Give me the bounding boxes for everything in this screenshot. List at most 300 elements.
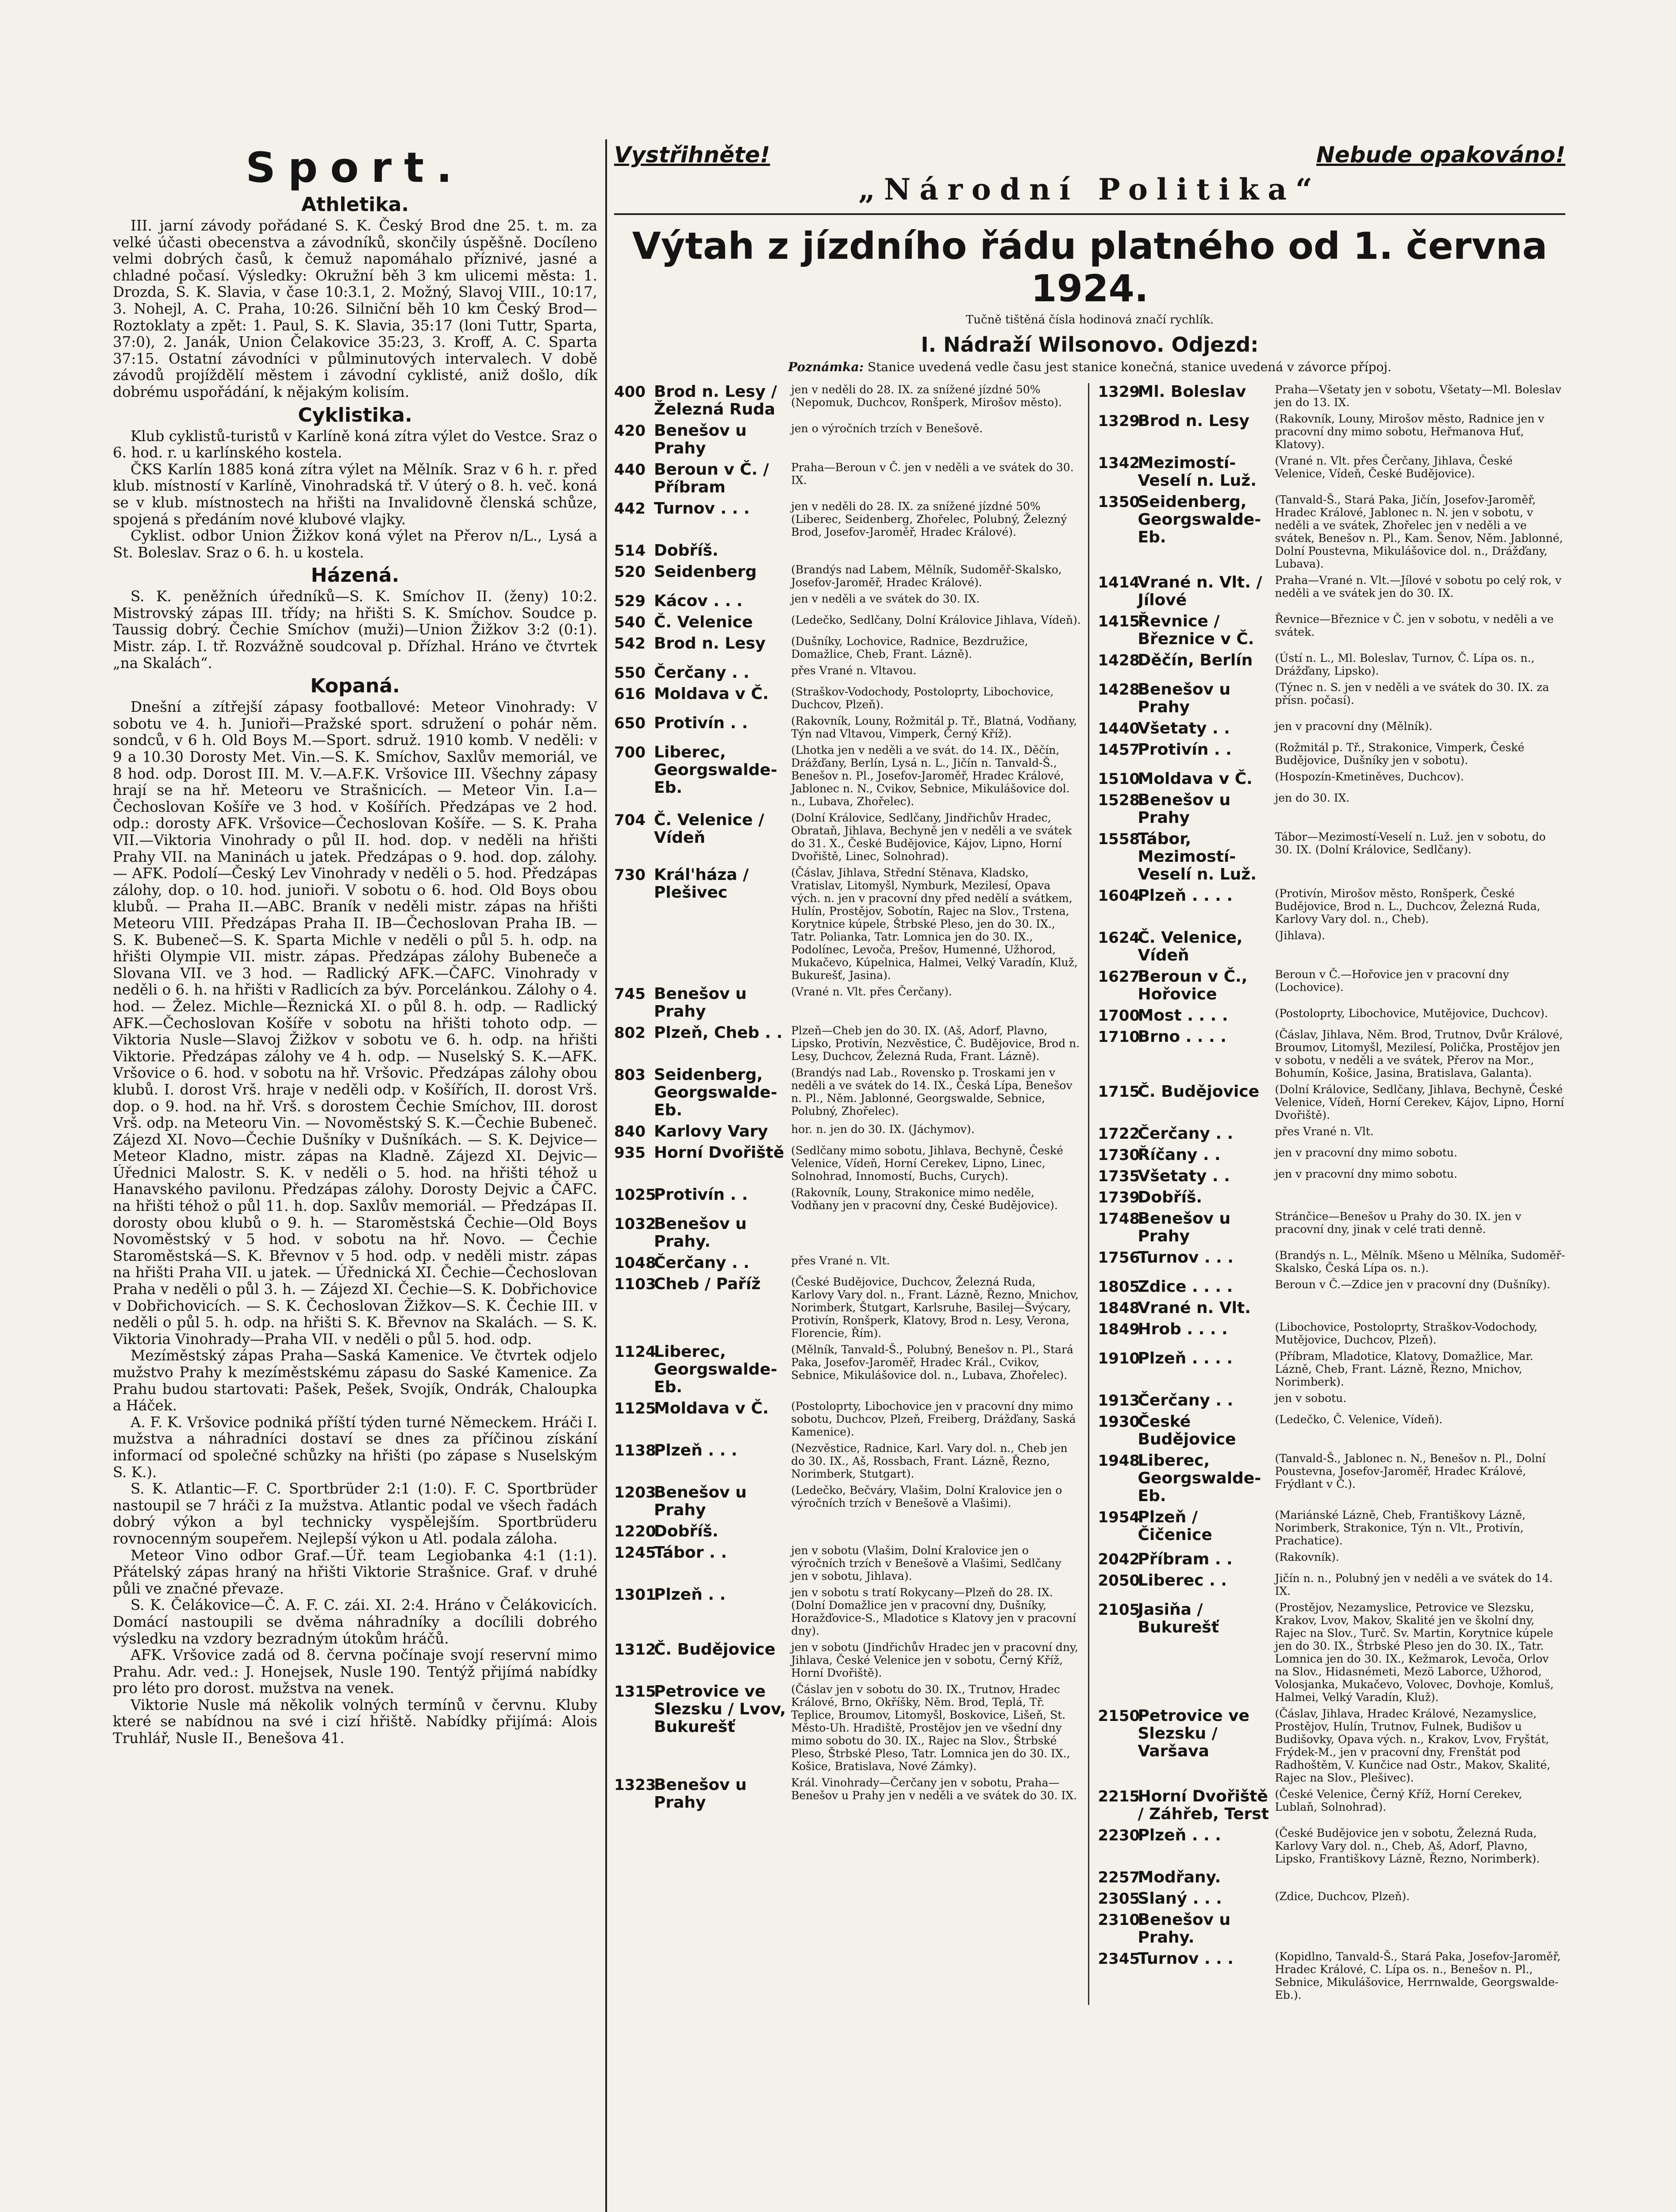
- route-note: (Čáslav, Jihlava, Střední Stěnava, Kladsko, Vratislav, Litomyšl, Nymburk, Mezilesí, Opava vých. n. jen v pracovní dny před nedělí a svátkem, Hulín, Prostějov, Sobotín, Rajec na Slov., Trstena, Korytnice kúpele, Štrbské Pleso, jen do 30. IX., Tatr. Polianka, Tatr. Lomnica jen do 30. IX., Podolínec, Levoča, Prešov, Humenné, Užhorod, Mukačevo, Kúpelnica, Halmei, Velký Varadín, Kluž, Bukurešť, Jasina).: [791, 866, 1078, 982]
- destination: Dobříš.: [1138, 1188, 1203, 1206]
- route-note: (Mělník, Tanvald-Š., Polubný, Benešov n. Pl., Stará Paka, Josefov-Jaroměř, Hradec Král., Cvikov, Sebnice, Mikulášovice dol. n., Lubava, Zhořelec).: [791, 1343, 1073, 1382]
- route-note: (Kopidlno, Tanvald-Š., Stará Paka, Josefov-Jaroměř, Hradec Králové, C. Lípa os. n., Benešov n. Pl., Sebnice, Mikulášovice, Herrnwalde, Georgswalde-Eb.).: [1275, 1950, 1561, 2001]
- article-paragraph: Dnešní a zítřejší zápasy footballové: Meteor Vinohrady: V sobotu ve 4. h. Junioři—Pražské sport. sdružení o pohár něm. sondců, v 6 h. Old Boys M.—Sport. sdruž. 1910 komb. V neděli: v 9 a 10.30 Dorosty Met. Vin.—S. K. Smíchov, Saxlův memoriál, ve 8 hod. odp. Dorost III. M. V.—A.F.K. Vršovice III. Všechny zápasy hrají se na hř. Meteoru ve Strašnicích. — Meteor Vin. I.a—Čechoslovan Košíře ve 3 hod. v Košířích. Předzápas ve 2 hod. odp.: dorosty AFK. Vršovice—Čechoslovan Košíře. — S. K. Praha VII.—Viktoria Vinohrady o půl II. hod. dop. v neděli na hřišti Prahy VII. na Maninách u jatek. Předzápas o 9. hod. dop. zálohy. — AFK. Podolí—Český Lev Vinohrady v neděli o 5. hod. Předzápas zálohy, dop. o 10. hod. junioři. V sobotu o 6. hod. Old Boys obou klubů. — Praha II.—ABC. Braník v neděli mistr. zápas na hřišti Meteoru VIII. Předzápas Praha II. IB—Čechoslovan Praha IB. — S. K. Bubeneč—S. K. Sparta Michle v neděli o půl 5. h. odp. na hřišti Olympie VII. mistr. zápas. Předzápas zálohy Bubeneče a Slovana VII. ve 3 hod. — Radlický AFK.—ČAFC. Vinohrady v neděli o 6. h. na hřišti v Radlicích za býv. Porcelánkou. Zálohy o 4. hod. — Želez. Michle—Řeznická XI. o půl 8. h. odp. — Radlický AFK.—Čechoslovan Košíře v sobotu na hřišti tohoto odp. — Viktoria Nusle—Slavoj Žižkov v sobotu ve 6. h. odp. na hřišti Viktorie. Předzápas zálohy ve 4 h. odp. — Nuselský S. K.—AFK. Vršovice o 6. hod. v sobotu na hř. Vršovic. Předzápas zálohy obou klubů. I. dorost Vrš. hraje v neděli odp. v Košířích, II. dorost Vrš. dop. o 9. hod. na hř. Vrš. s dorostem Čechie Smíchov, III. dorost Vrš. odp. na Meteoru Vin. — Novoměstský S. K.—Čechie Bubeneč. Zájezd XI. Novo—Čechie Dušníky v Dušníkách. — S. K. Dejvice—Meteor Kladno, mistr. zápas na Kladně. Zájezd XI. Dejvic—Úřednici Malostr. S. K. v neděli o 5. hod. na hřišti téhož u Hanavského pavilonu. Předzápas zálohy. Dorosty Dejvic a ČAFC. na hřišti téhož o půl 11. h. dop. Saxlův memoriál. — Předzápas II. dorosty obou klubů o 9. h. — Staroměstská Čechie—Old Boys Novoměstský v 5 hod. v sobotu na hř. Novo. — Čechie Staroměstská—S. K. Břevnov v 5 hod. odp. v neděli mistr. zápas na hřišti Praha VII. u jatek. — Úřednická XI. Čechie—Čechoslovan Praha v neděli o půl 3. h. — Zájezd XI. Čechie—S. K. Dobřichovice v Dobřichovicích. — S. K. Čechoslovan Žižkov—S. K. Čechie III. v neděli o půl 5. h. odp. na hřišti S. K. Břevnov na Skalách. — S. K. Viktoria Vinohrady—Praha VII. v neděli o půl 5. hod. odp.: [113, 699, 597, 1348]
- timetable-entry: [614, 500, 1082, 538]
- departure-time: 400: [614, 383, 646, 401]
- timetable-column-left: [614, 383, 1089, 2005]
- departure-time: 1428: [1098, 681, 1140, 699]
- route-note: jen v pracovní dny mimo sobotu.: [1275, 1146, 1457, 1159]
- route-note: přes Vrané n. Vlt.: [791, 1254, 890, 1267]
- remark-text: Stanice uvedená vedle času jest stanice konečná, stanice uvedená v závorce přípoj.: [867, 360, 1392, 374]
- destination: Plzeň . .: [654, 1586, 726, 1604]
- timetable: [614, 383, 1565, 2005]
- route-note: (Jihlava).: [1275, 929, 1326, 942]
- departure-time: 1528: [1098, 791, 1140, 809]
- destination: Horní Dvořiště / Záhřeb, Terst: [1138, 1787, 1269, 1823]
- timetable-entry: [1098, 1890, 1566, 1908]
- departure-time: 1948: [1098, 1452, 1140, 1470]
- destination: Čerčany . .: [1138, 1391, 1234, 1409]
- timetable-entry: [614, 1523, 1082, 1540]
- timetable-entry: [614, 1215, 1082, 1251]
- destination: Tábor . .: [654, 1544, 727, 1562]
- timetable-entry: [1098, 1827, 1566, 1865]
- timetable-entry: [614, 592, 1082, 610]
- section-heading: Házená.: [311, 564, 400, 587]
- departure-time: 1428: [1098, 652, 1140, 669]
- destination: Čerčany . .: [1138, 1125, 1234, 1143]
- route-note: (Čáslav jen v sobotu do 30. IX., Trutnov, Hradec Králové, Brno, Okříšky, Něm. Brod, Teplá, Tř. Teplice, Broumov, Litomyšl, Boskovice, Lišeň, St. Město-Uh. Hradiště, Prostějov jen ve všední dny mimo sobotu do 30. IX., Rajec na Slov., Štrbské Pleso, Štrbské Pleso, Tatr. Lomnica jen do 30. IX., Košice, Bratislava, Nové Zámky).: [791, 1683, 1070, 1773]
- destination: Kácov . . .: [654, 592, 743, 610]
- departure-time: 2310: [1098, 1911, 1140, 1929]
- station-heading: I. Nádraží Wilsonovo. Odjezd:: [921, 333, 1259, 357]
- route-note: (Ledečko, Bečváry, Vlašim, Dolní Kralovice jen o výročních trzích v Benešově a Vlašimi).: [791, 1484, 1062, 1509]
- route-note: (Protivín, Mirošov město, Ronšperk, České Budějovice, Brod n. L., Duchcov, Železná Ruda, Karlovy Vary dol. n., Cheb).: [1275, 887, 1541, 926]
- article-paragraph: Cyklist. odbor Union Žižkov koná výlet na Přerov n/L., Lysá a St. Boleslav. Sraz o 6. h. u kostela.: [113, 527, 597, 561]
- timetable-entry: [1098, 1321, 1566, 1346]
- timetable-entry: [614, 422, 1082, 457]
- route-note: jen v neděli do 28. IX. za snížené jízdné 50% (Nepomuk, Duchcov, Ronšperk, Mirošov město).: [791, 383, 1062, 409]
- sport-sections: [113, 193, 597, 1747]
- route-note: (Prostějov, Nezamyslice, Petrovice ve Slezsku, Krakov, Lvov, Makov, Skalité jen ve školní dny, Rajec na Slov., Turč. Sv. Martin, Korytnice kúpele jen do 30. IX., Štrbské Pleso jen do 30. IX., Tatr. Lomnica jen do 30. IX., Kežmarok, Levoča, Orlov na Slov., Hidasnémeti, Mezö Laborce, Užhorod, Volosjanka, Mukačevo, Volovec, Dovhoje, Komluš, Halmei, Velký Varadín, Kluž).: [1275, 1601, 1554, 1704]
- timetable-entry: [1098, 770, 1566, 788]
- route-note: Jičín n. n., Polubný jen v neděli a ve svátek do 14. IX.: [1275, 1572, 1553, 1598]
- departure-time: 1457: [1098, 741, 1140, 759]
- timetable-entry: [1098, 1509, 1566, 1547]
- timetable-entry: [614, 383, 1082, 419]
- destination: Liberec, Georgswalde-Eb.: [1138, 1452, 1261, 1505]
- destination: Č. Velenice, Vídeň: [1138, 929, 1243, 964]
- departure-time: 1312: [614, 1641, 656, 1659]
- route-note: (Tanvald-Š., Stará Paka, Jičín, Josefov-Jaroměř, Hradec Králové, Jablonec n. N. jen v sobotu, v neděli a ve svátek, Zhořelec jen v neděli a ve svátek, Benešov n. Pl., Kam. Šenov, Něm. Jablonné, Dolní Poustevna, Mikulášovice dol. n., Drážďany, Lubava).: [1275, 493, 1563, 570]
- timetable-entry: [1098, 1083, 1566, 1121]
- sport-heading: Sport.: [246, 144, 465, 192]
- destination: Seidenberg, Georgswalde-Eb.: [654, 1066, 777, 1119]
- route-note: (Ledečko, Č. Velenice, Vídeň).: [1275, 1413, 1443, 1426]
- timetable-entry: [1098, 1707, 1566, 1784]
- timetable-entry: [1098, 1788, 1566, 1823]
- destination: Č. Velenice / Vídeň: [654, 811, 765, 847]
- destination: Most . . . .: [1138, 1006, 1228, 1025]
- section-heading: Athletika.: [301, 193, 409, 216]
- departure-time: 2230: [1098, 1827, 1140, 1844]
- destination: Vrané n. Vlt. / Jílové: [1138, 573, 1262, 609]
- destination: Petrovice ve Slezsku / Varšava: [1138, 1707, 1249, 1760]
- destination: Čerčany . .: [654, 1254, 750, 1272]
- timetable-entry: [1098, 383, 1566, 409]
- departure-time: 442: [614, 500, 646, 518]
- departure-time: 1415: [1098, 613, 1140, 630]
- route-note: jen do 30. IX.: [1275, 791, 1350, 804]
- departure-time: 2150: [1098, 1707, 1140, 1725]
- departure-time: 1138: [614, 1442, 656, 1459]
- route-note: Praha—Všetaty jen v sobotu, Všetaty—Ml. Boleslav jen do 13. IX.: [1275, 383, 1561, 409]
- article-paragraph: III. jarní závody pořádané S. K. Český Brod dne 25. t. m. za velké účasti obecenstva a závodníků, skončily úspěšně. Docíleno velmi dobrých časů, k čemuž napomáhalo příznivé, jasné a chladné počasí. Výsledky: Okružní běh 3 km ulicemi města: 1. Drozda, S. K. Slavia, v čase 10:3.1, 2. Možný, Slavoj VIII., 10:17, 3. Nohejl, A. C. Praha, 10:26. Silniční běh 10 km Český Brod—Roztoklaty a zpět: 1. Paul, S. K. Slavia, 35:17 (loni Tuttr, Sparta, 37:0), 2. Janák, Union Čelakovice 35:23, 3. Kroff, A. C. Sparta 37:15. Ostatní závodníci v půlminutových intervalech. V době závodů projíždělí městem i závodní cyklisté, aniž došlo, dík dobrému uspořádání, k nějakým kolisím.: [113, 217, 597, 400]
- destination: Č. Budějovice: [1138, 1083, 1260, 1101]
- destination: Tábor, Mezimostí-Veselí n. Luž.: [1138, 830, 1257, 883]
- route-note: Beroun v Č.—Hořovice jen v pracovní dny (Lochovice).: [1275, 968, 1509, 994]
- route-note: Plzeň—Cheb jen do 30. IX. (Aš, Adorf, Plavno, Lipsko, Protivín, Nezvěstice, Č. Budějovice, Brod n. Lesy, Duchcov, Železná Ruda, Frant. Lázně).: [791, 1024, 1080, 1063]
- destination: Turnov . . .: [1138, 1248, 1234, 1267]
- destination: Příbram . .: [1138, 1550, 1233, 1568]
- departure-time: 1329: [1098, 412, 1140, 430]
- departure-time: 1700: [1098, 1007, 1140, 1025]
- timetable-entry: [1098, 1869, 1566, 1886]
- timetable-entry: [1098, 720, 1566, 737]
- route-note: (Lhotka jen v neděli a ve svát. do 14. IX., Děčín, Drážďany, Berlín, Lysá n. L., Jičín n. Tanvald-Š., Benešov n. Pl., Josefov-Jaroměř, Hradec Králové, Jablonec n. N., Cvikov, Sebnice, Mikulášovice dol. n., Lubava, Zhořelec).: [791, 744, 1070, 808]
- banner-left: Vystřihněte!: [614, 142, 770, 168]
- departure-time: 420: [614, 422, 646, 440]
- departure-time: 1715: [1098, 1083, 1140, 1101]
- departure-time: 1627: [1098, 968, 1140, 986]
- route-note: Řevnice—Březnice v Č. jen v sobotu, v neděli a ve svátek.: [1275, 613, 1554, 638]
- timetable-entry: [1098, 652, 1566, 677]
- destination: Moldava v Č.: [1138, 770, 1253, 788]
- timetable-entry: [614, 563, 1082, 589]
- route-note: (Čáslav, Jihlava, Hradec Králové, Nezamyslice, Prostějov, Hulín, Trutnov, Fulnek, Budišov u Budišovky, Opava vých. n., Krakov, Lvov, Fryštát, Frýdek-M., jen v pracovní dny, Frenštát pod Radhoštěm, V. Kunčice nad Ostr., Makov, Skalité, Rajec na Slov., Plešivec).: [1275, 1707, 1550, 1784]
- timetable-entry: [614, 685, 1082, 711]
- destination: Beroun v Č., Hořovice: [1138, 968, 1248, 1003]
- route-note: (Tanvald-Š., Jablonec n. N., Benešov n. Pl., Dolní Poustevna, Josefov-Jaroměř, Hradec Králové, Frýdlant v Č.).: [1275, 1452, 1546, 1490]
- section-heading: Kopaná.: [310, 675, 400, 698]
- departure-time: 1624: [1098, 929, 1140, 947]
- article-paragraph: ČKS Karlín 1885 koná zítra výlet na Mělník. Sraz v 6 h. r. před klub. místností v Karlíně, Vinohradská tř. V úterý o 8. h. več. koná se v klub. místnostech na hřišti na Invalidovně členská schůze, spojená s předáním nové klubové vlajky.: [113, 461, 597, 528]
- destination: Ml. Boleslav: [1138, 383, 1246, 401]
- destination: Moldava v Č.: [654, 685, 769, 703]
- timetable-entry: [614, 542, 1082, 560]
- timetable-entry: [614, 635, 1082, 661]
- departure-time: 1910: [1098, 1350, 1140, 1367]
- departure-time: 2345: [1098, 1950, 1140, 1968]
- destination: Brod n. Lesy / Železná Ruda: [654, 383, 777, 419]
- departure-time: 550: [614, 664, 646, 682]
- route-note: (Rakovník, Louny, Strakonice mimo neděle, Vodňany jen v pracovní dny, České Budějovice).: [791, 1186, 1058, 1212]
- route-note: jen v pracovní dny mimo sobotu.: [1275, 1167, 1457, 1180]
- destination: Beroun v Č. / Příbram: [654, 461, 769, 496]
- destination: Benešov u Prahy: [1138, 791, 1231, 827]
- article-paragraph: Mezíměstský zápas Praha—Saská Kamenice. Ve čtvrtek odjelo mužstvo Prahy k mezíměstskému zápasu do Saské Kamenice. Za Prahu budou startovati: Pašek, Pešek, Svojík, Ondrák, Chaloupka a Háček.: [113, 1347, 597, 1414]
- route-note: jen v sobotu (Vlašim, Dolní Kralovice jen o výročních trzích v Benešově a Vlašimi, Sedlčany jen v sobotu, Jihlava).: [791, 1544, 1061, 1582]
- departure-time: 1930: [1098, 1413, 1140, 1431]
- timetable-entry: [614, 1024, 1082, 1063]
- route-note: hor. n. jen do 30. IX. (Jáchymov).: [791, 1123, 975, 1136]
- destination: Zdice . . . .: [1138, 1278, 1233, 1296]
- timetable-entry: [614, 1123, 1082, 1141]
- departure-time: 1032: [614, 1215, 656, 1233]
- timetable-entry: [1098, 613, 1566, 648]
- route-note: jen v sobotu s tratí Rokycany—Plzeň do 28. IX. (Dolní Domažlice jen v pracovní dny, Dušníky, Horažďovice-S., Mladotice s Klatovy jen v pracovní dny).: [791, 1586, 1076, 1637]
- timetable-entry: [1098, 791, 1566, 827]
- destination: Benešov u Prahy.: [1138, 1911, 1231, 1947]
- route-note: (Nezvěstice, Radnice, Karl. Vary dol. n., Cheb jen do 30. IX., Aš, Rossbach, Frant. Lázně, Řezno, Norimberk, Stutgart).: [791, 1442, 1068, 1480]
- destination: Slaný . . .: [1138, 1889, 1222, 1908]
- route-note: přes Vrané n. Vltavou.: [791, 664, 917, 677]
- route-note: (Sedlčany mimo sobotu, Jihlava, Bechyně, České Velenice, Vídeň, Horní Cerekev, Lipno, Linec, Solnohrad, Innomostí, Buchs, Curych).: [791, 1144, 1063, 1183]
- departure-time: 1756: [1098, 1249, 1140, 1267]
- destination: Čerčany . .: [654, 664, 750, 682]
- departure-time: 1342: [1098, 454, 1140, 472]
- timetable-entry: [1098, 1210, 1566, 1245]
- departure-time: 2215: [1098, 1788, 1140, 1805]
- departure-time: 840: [614, 1123, 646, 1141]
- route-note: (Rakovník, Louny, Mirošov město, Radnice jen v pracovní dny mimo sobotu, Heřmanova Huť, Klatovy).: [1275, 412, 1545, 451]
- departure-time: 730: [614, 866, 646, 884]
- departure-time: 1048: [614, 1254, 656, 1272]
- timetable-entry: [614, 1683, 1082, 1773]
- destination: Benešov u Prahy: [654, 1776, 747, 1812]
- departure-time: 1748: [1098, 1210, 1140, 1228]
- timetable-entry: [614, 461, 1082, 496]
- departure-time: 440: [614, 461, 646, 479]
- route-note: jen v pracovní dny (Mělník).: [1275, 720, 1433, 733]
- destination: Liberec, Georgswalde-Eb.: [654, 743, 777, 797]
- route-note: (Ústí n. L., Ml. Boleslav, Turnov, Č. Lípa os. n., Drážďany, Lipsko).: [1275, 652, 1535, 677]
- route-note: (Brandýs n. L., Mělník. Mšeno u Mělníka, Sudoměř-Skalsko, Česká Lípa os. n.).: [1275, 1249, 1565, 1275]
- timetable-entry: [1098, 1278, 1566, 1296]
- timetable-entry: [1098, 1950, 1566, 2001]
- timetable-entry: [1098, 1413, 1566, 1448]
- destination: Říčany . .: [1138, 1146, 1221, 1164]
- route-note: (Postoloprty, Libochovice jen v pracovní dny mimo sobotu, Duchcov, Plzeň, Freiberg, Drážďany, Saská Kamenice).: [791, 1400, 1076, 1438]
- timetable-entry: [1098, 454, 1566, 490]
- destination: Benešov u Prahy: [654, 985, 747, 1021]
- departure-time: 650: [614, 714, 646, 732]
- timetable-entry: [1098, 1392, 1566, 1409]
- article-paragraph: S. K. Atlantic—F. C. Sportbrüder 2:1 (1:0). F. C. Sportbrüder nastoupil se 7 hráči z Ia mužstva. Atlantic podal ve všech řadách dobrý výkon a byl technicky vyspělejším. Sportbrüderu rovnocenným soupeřem. Nejlepší výkon u Atl. podala záloha.: [113, 1480, 597, 1547]
- banner-right: Nebude opakováno!: [1316, 142, 1565, 168]
- timetable-entry: [614, 714, 1082, 740]
- route-note: (Vrané n. Vlt. přes Čerčany).: [791, 985, 952, 998]
- article-paragraph: Klub cyklistů-turistů v Karlíně koná zítra výlet do Vestce. Sraz o 6. hod. r. u karlínského kostela.: [113, 427, 597, 461]
- departure-time: 2042: [1098, 1551, 1140, 1568]
- timetable-column: [614, 142, 1565, 2212]
- departure-time: 1735: [1098, 1167, 1140, 1185]
- timetable-entry: [1098, 1299, 1566, 1317]
- destination: Všetaty . .: [1138, 719, 1230, 737]
- route-note: Praha—Vrané n. Vlt.—Jílové v sobotu po celý rok, v neděli a ve svátek jen do 30. IX.: [1275, 574, 1562, 599]
- timetable-entry: [1098, 1572, 1566, 1598]
- route-note: přes Vrané n. Vlt.: [1275, 1125, 1374, 1138]
- departure-time: 1440: [1098, 720, 1140, 737]
- destination: Protivín . .: [654, 714, 748, 732]
- destination: Seidenberg: [654, 563, 757, 581]
- destination: Seidenberg, Georgswalde-Eb.: [1138, 493, 1261, 546]
- departure-time: 2105: [1098, 1601, 1140, 1619]
- route-note: Tábor—Mezimostí-Veselí n. Luž. jen v sobotu, do 30. IX. (Dolní Královice, Sedlčany).: [1275, 830, 1546, 856]
- route-note: (Čáslav, Jihlava, Něm. Brod, Trutnov, Dvůr Králové, Broumov, Litomyšl, Mezilesí, Polička, Prostějov jen v sobotu, v neděli a ve svátek, Přerov na Mor., Bohumín, Košice, Jasina, Bratislava, Galanta).: [1275, 1028, 1563, 1079]
- destination: Řevnice / Březnice v Č.: [1138, 612, 1254, 648]
- route-note: (Dolní Královice, Sedlčany, Jihlava, Bechyně, České Velenice, Vídeň, Horní Cerekev, Kájov, Lipno, Horní Dvořiště).: [1275, 1083, 1564, 1121]
- departure-time: 700: [614, 744, 646, 761]
- timetable-entry: [1098, 1007, 1566, 1025]
- destination: Plzeň . . . .: [1138, 887, 1233, 905]
- departure-time: 802: [614, 1024, 646, 1042]
- destination: Brod n. Lesy: [1138, 412, 1249, 430]
- route-note: (Rakovník, Louny, Rožmitál p. Tř., Blatná, Vodňany, Týn nad Vltavou, Vimperk, Černý Kříž).: [791, 714, 1077, 740]
- departure-time: 1510: [1098, 770, 1140, 788]
- timetable-entry: [1098, 1146, 1566, 1164]
- destination: Moldava v Č.: [654, 1399, 769, 1417]
- departure-time: 1604: [1098, 887, 1140, 905]
- destination: Karlovy Vary: [654, 1122, 768, 1141]
- article-paragraph: Viktorie Nusle má několik volných termínů v červnu. Kluby které se nabídnou na své i cizí hřiště. Nabídky přijímá: Alois Truhlář, Nusle II., Benešova 41.: [113, 1696, 597, 1747]
- destination: Benešov u Prahy: [654, 1483, 747, 1519]
- timetable-entry: [1098, 574, 1566, 609]
- departure-time: 1025: [614, 1186, 656, 1204]
- route-note: (Straškov-Vodochody, Postoloprty, Libochovice, Duchcov, Plzeň).: [791, 685, 1054, 711]
- timetable-entry: [1098, 681, 1566, 716]
- timetable-entry: [1098, 1551, 1566, 1568]
- route-note: (Libochovice, Postoloprty, Straškov-Vodochody, Mutějovice, Duchcov, Plzeň).: [1275, 1321, 1538, 1346]
- timetable-entry: [614, 985, 1082, 1021]
- express-note: Tučně tištěná čísla hodinová značí rychlík.: [965, 313, 1214, 326]
- timetable-entry: [614, 744, 1082, 808]
- route-note: (Zdice, Duchcov, Plzeň).: [1275, 1890, 1410, 1903]
- destination: Plzeň . . .: [1138, 1826, 1221, 1844]
- departure-time: 520: [614, 563, 646, 581]
- timetable-entry: [614, 1442, 1082, 1480]
- departure-time: 1414: [1098, 574, 1140, 591]
- timetable-entry: [614, 1544, 1082, 1582]
- departure-time: 1329: [1098, 383, 1140, 401]
- timetable-entry: [614, 1275, 1082, 1340]
- destination: Král'háza / Plešivec: [654, 866, 749, 902]
- departure-time: 1558: [1098, 830, 1140, 848]
- timetable-entry: [1098, 929, 1566, 964]
- departure-time: 1125: [614, 1400, 656, 1417]
- article-paragraph: S. K. peněžních úředníků—S. K. Smíchov II. (ženy) 10:2. Mistrovský zápas III. třídy; na hřišti S. K. Smíchov. Soudce p. Taussig dobrý. Čechie Smíchov (muži)—Union Žižkov 3:2 (0:1). Mistr. záp. I. tř. Rozvážně soudcoval p. Dřízhal. Hráno ve čtvrtek „na Skalách“.: [113, 588, 597, 672]
- timetable-entry: [614, 664, 1082, 682]
- destination: Protivín . .: [1138, 741, 1232, 759]
- article-paragraph: A. F. K. Vršovice podniká příští týden turné Německem. Hráči I. mužstva a náhradníci dostaví se dnes za příčinou získání informací od společné schůzky na hřišti (po zápase s Nuselským S. K.).: [113, 1413, 597, 1481]
- destination: Petrovice ve Slezsku / Lvov, Bukurešť: [654, 1682, 786, 1736]
- article-paragraph: AFK. Vršovice zadá od 8. června počínaje svojí reservní mimo Prahu. Adr. ved.: J. Honejsek, Nusle 190. Tentýž přijímá nabídky pro léto pro dorost. mužstva na venek.: [113, 1647, 597, 1697]
- timetable-entry: [1098, 1028, 1566, 1079]
- newspaper-name: „Národní Politika“: [858, 172, 1322, 207]
- timetable-entry: [1098, 1911, 1566, 1947]
- destination: Turnov . . .: [654, 499, 750, 518]
- destination: Benešov u Prahy: [654, 422, 747, 457]
- route-note: (České Velenice, Černý Kříž, Horní Cerekev, Lublaň, Solnohrad).: [1275, 1788, 1522, 1813]
- timetable-entry: [1098, 493, 1566, 570]
- destination: Liberec, Georgswalde-Eb.: [654, 1343, 777, 1396]
- timetable-entry: [1098, 1601, 1566, 1704]
- departure-time: 1730: [1098, 1146, 1140, 1164]
- destination: Horní Dvořiště: [654, 1144, 784, 1162]
- timetable-entry: [1098, 1125, 1566, 1143]
- route-note: Praha—Beroun v Č. jen v neděli a ve svátek do 30. IX.: [791, 461, 1074, 487]
- route-note: (Příbram, Mladotice, Klatovy, Domažlice, Mar. Lázně, Cheb, Frant. Lázně, Řezno, Mnichov, Norimberk).: [1275, 1350, 1534, 1388]
- route-note: (Týnec n. S. jen v neděli a ve svátek do 30. IX. za přísn. počasí).: [1275, 681, 1549, 707]
- timetable-entry: [614, 1776, 1082, 1812]
- timetable-entry: [1098, 887, 1566, 926]
- route-note: Král. Vinohrady—Čerčany jen v sobotu, Praha—Benešov u Prahy jen v neděli a ve svátek do 30. IX.: [791, 1776, 1077, 1802]
- route-note: jen v neděli do 28. IX. za snížené jízdné 50% (Liberec, Seidenberg, Zhořelec, Polubný, Železný Brod, Josefov-Jaroměř, Hradec Králové).: [791, 500, 1067, 538]
- destination: Benešov u Prahy.: [654, 1215, 747, 1251]
- timetable-entry: [1098, 830, 1566, 883]
- route-note: (České Budějovice jen v sobotu, Železná Ruda, Karlovy Vary dol. n., Cheb, Aš, Adorf, Plavno, Lipsko, Františkovy Lázně, Řezno, Norimberk).: [1275, 1827, 1540, 1865]
- destination: Modřany.: [1138, 1868, 1221, 1886]
- timetable-entry: [614, 1484, 1082, 1519]
- timetable-entry: [614, 1066, 1082, 1119]
- destination: Mezimostí-Veselí n. Luž.: [1138, 454, 1257, 490]
- column-divider: [605, 139, 607, 2212]
- route-note: (Rakovník).: [1275, 1551, 1339, 1563]
- sport-column: [113, 142, 597, 2212]
- departure-time: 529: [614, 592, 646, 610]
- departure-time: 542: [614, 635, 646, 653]
- departure-time: 935: [614, 1144, 646, 1162]
- remark-label: Poznámka:: [788, 360, 864, 374]
- timetable-entry: [1098, 968, 1566, 1003]
- departure-time: 745: [614, 985, 646, 1003]
- destination: Plzeň, Cheb . .: [654, 1024, 783, 1042]
- route-note: (Vrané n. Vlt. přes Čerčany, Jihlava, České Velenice, Vídeň, České Budějovice).: [1275, 454, 1513, 480]
- route-note: jen o výročních trzích v Benešově.: [791, 422, 983, 435]
- destination: Plzeň . . . .: [1138, 1349, 1233, 1367]
- destination: Turnov . . .: [1138, 1950, 1234, 1968]
- route-note: Stránčice—Benešov u Prahy do 30. IX. jen v pracovní dny, jinak v celé trati denně.: [1275, 1210, 1522, 1236]
- destination: Brno . . . .: [1138, 1028, 1226, 1046]
- route-note: (Hospozín-Kmetiněves, Duchcov).: [1275, 770, 1464, 783]
- timetable-entry: [614, 1641, 1082, 1679]
- timetable-entry: [1098, 1189, 1566, 1206]
- destination: Cheb / Paříž: [654, 1275, 761, 1293]
- header-rule: [614, 213, 1565, 215]
- destination: České Budějovice: [1138, 1413, 1236, 1448]
- destination: Plzeň / Čičenice: [1138, 1508, 1212, 1544]
- timetable-entry: [1098, 412, 1566, 451]
- destination: Vrané n. Vlt.: [1138, 1299, 1251, 1317]
- departure-time: 1805: [1098, 1278, 1140, 1296]
- departure-time: 1848: [1098, 1299, 1140, 1317]
- timetable-entry: [614, 1343, 1082, 1396]
- departure-time: 1739: [1098, 1189, 1140, 1206]
- departure-time: 2050: [1098, 1572, 1140, 1590]
- destination: Jasiňa / Bukurešť: [1138, 1601, 1219, 1636]
- departure-time: 616: [614, 685, 646, 703]
- route-note: (Brandýs nad Labem, Mělník, Sudoměř-Skalsko, Josefov-Jaroměř, Hradec Králové).: [791, 563, 1062, 589]
- departure-time: 803: [614, 1066, 646, 1084]
- destination: Všetaty . .: [1138, 1167, 1230, 1185]
- departure-time: 1124: [614, 1343, 656, 1361]
- route-note: jen v neděli a ve svátek do 30. IX.: [791, 592, 980, 605]
- destination: Č. Velenice: [654, 613, 753, 631]
- departure-time: 514: [614, 542, 646, 560]
- timetable-entry: [614, 866, 1082, 982]
- article-paragraph: S. K. Čelákovice—Č. A. F. C. zái. XI. 2:4. Hráno v Čelákovicích. Domácí nastoupili se dvěma náhradníky a docílili dobrého výsledku na vzdory bezradným útokům hráčů.: [113, 1597, 597, 1647]
- departure-time: 704: [614, 811, 646, 829]
- timetable-entry: [614, 614, 1082, 631]
- section-heading: Cyklistika.: [298, 403, 412, 426]
- route-note: (Mariánské Lázně, Cheb, Františkovy Lázně, Norimberk, Strakonice, Týn n. Vlt., Protivín, Prachatice).: [1275, 1509, 1526, 1547]
- timetable-entry: [614, 1186, 1082, 1212]
- timetable-entry: [614, 1400, 1082, 1438]
- destination: Č. Budějovice: [654, 1640, 776, 1659]
- route-note: (Brandýs nad Lab., Rovensko p. Troskami jen v neděli a ve svátek do 14. IX., Česká Lípa, Benešov n. Pl., Něm. Jablonné, Georgswalde, Sebnice, Polubný, Zhořelec).: [791, 1066, 1072, 1118]
- timetable-entry: [1098, 1167, 1566, 1185]
- destination: Dobříš.: [654, 1522, 719, 1540]
- departure-time: 1350: [1098, 493, 1140, 511]
- route-note: (Ledečko, Sedlčany, Dolní Královice Jihlava, Vídeň).: [791, 614, 1081, 626]
- departure-time: 540: [614, 614, 646, 631]
- destination: Hrob . . . .: [1138, 1320, 1228, 1338]
- departure-time: 1722: [1098, 1125, 1140, 1143]
- departure-time: 2305: [1098, 1890, 1140, 1908]
- route-note: (Dušníky, Lochovice, Radnice, Bezdružice, Domažlice, Cheb, Frant. Lázně).: [791, 635, 1028, 661]
- destination: Benešov u Prahy: [1138, 1210, 1231, 1245]
- timetable-entry: [1098, 1452, 1566, 1505]
- timetable-entry: [614, 1586, 1082, 1637]
